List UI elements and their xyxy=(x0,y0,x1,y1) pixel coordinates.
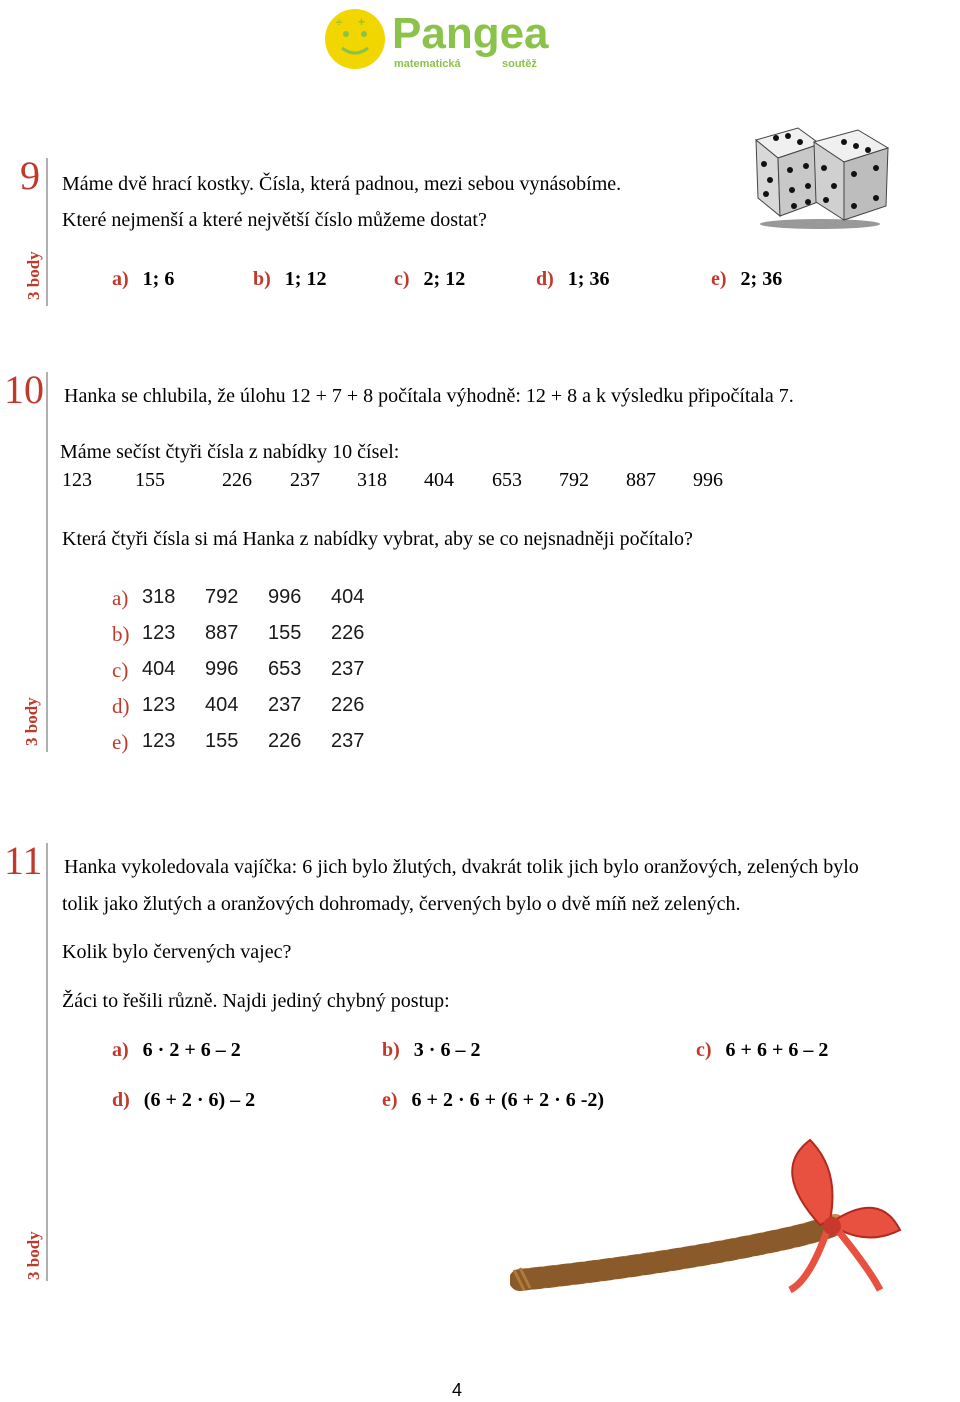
points-label: 3 body xyxy=(24,1231,43,1280)
option-value: 155 xyxy=(205,730,239,752)
answer-option xyxy=(711,267,782,291)
pangea-logo xyxy=(322,6,562,76)
answer-option xyxy=(112,586,382,614)
option-label: d) xyxy=(112,1089,130,1111)
option-value: 1; 12 xyxy=(284,268,327,290)
option-value: 887 xyxy=(205,622,239,644)
option-value: 237 xyxy=(331,730,365,752)
option-value: 123 xyxy=(142,694,176,716)
option-label: b) xyxy=(253,268,271,290)
option-value: 6 + 6 + 6 – 2 xyxy=(725,1039,829,1061)
option-label: c) xyxy=(394,268,410,290)
option-value: 404 xyxy=(142,658,176,680)
answer-option xyxy=(112,730,382,758)
question-number: 11 xyxy=(4,838,43,883)
offer-number: 996 xyxy=(693,469,723,491)
option-value: 318 xyxy=(142,586,176,608)
question-text: Které nejmenší a které největší číslo můžeme dostat? xyxy=(62,209,487,231)
option-value: 2; 36 xyxy=(740,268,783,290)
option-value: 237 xyxy=(331,658,365,680)
option-value: 237 xyxy=(268,694,302,716)
option-label: e) xyxy=(382,1089,398,1111)
answer-option xyxy=(536,267,609,291)
offer-number: 237 xyxy=(290,469,320,491)
braided-whip-icon xyxy=(510,1130,905,1295)
option-value: 6 · 2 + 6 – 2 xyxy=(142,1039,241,1061)
option-value: (6 + 2 · 6) – 2 xyxy=(143,1089,256,1111)
logo-name: Pangea xyxy=(392,9,549,58)
option-label: a) xyxy=(112,586,129,610)
option-label: b) xyxy=(112,622,130,646)
answer-option xyxy=(253,267,326,291)
question-text: Kolik bylo červených vajec? xyxy=(62,941,292,963)
option-value: 123 xyxy=(142,622,176,644)
offer-number: 404 xyxy=(424,469,454,491)
answer-option xyxy=(112,1088,255,1112)
option-label: c) xyxy=(696,1039,712,1061)
logo-sub-contest: soutěž xyxy=(502,58,537,70)
option-label: d) xyxy=(536,268,554,290)
option-value: 996 xyxy=(205,658,239,680)
points-label: 3 body xyxy=(22,697,41,746)
number-offer-list xyxy=(62,469,762,495)
option-value: 3 · 6 – 2 xyxy=(413,1039,481,1061)
offer-number: 226 xyxy=(222,469,252,491)
question-text: Máme dvě hrací kostky. Čísla, která padnou, mezi sebou vynásobíme. xyxy=(62,173,622,195)
question-divider xyxy=(46,158,48,306)
option-label: e) xyxy=(112,730,129,754)
answer-option xyxy=(394,267,465,291)
points-label: 3 body xyxy=(24,251,43,300)
offer-number: 653 xyxy=(492,469,522,491)
answer-option xyxy=(112,267,174,291)
option-label: a) xyxy=(112,1039,129,1061)
question-text: Hanka se chlubila, že úlohu 12 + 7 + 8 počítala výhodně: 12 + 8 a k výsledku připočítala 7. xyxy=(64,385,794,407)
dice-image xyxy=(748,120,893,230)
question-text: Která čtyři čísla si má Hanka z nabídky vybrat, aby se co nejsnadněji počítalo? xyxy=(62,528,693,550)
question-divider xyxy=(46,372,48,752)
option-label: c) xyxy=(112,658,129,682)
offer-number: 318 xyxy=(357,469,387,491)
option-label: b) xyxy=(382,1039,400,1061)
page-number: 4 xyxy=(452,1380,463,1400)
question-divider xyxy=(46,843,48,1281)
offer-number: 155 xyxy=(135,469,165,491)
option-value: 123 xyxy=(142,730,176,752)
option-value: 226 xyxy=(331,622,365,644)
question-number: 10 xyxy=(4,367,44,412)
option-value: 996 xyxy=(268,586,302,608)
answer-option xyxy=(382,1088,604,1112)
offer-number: 123 xyxy=(62,469,92,491)
question-text: Máme sečíst čtyři čísla z nabídky 10 čísel: xyxy=(60,441,400,463)
option-label: a) xyxy=(112,268,129,290)
option-value: 6 + 2 · 6 + (6 + 2 · 6 -2) xyxy=(411,1089,605,1111)
answer-option xyxy=(382,1038,480,1062)
offer-number: 792 xyxy=(559,469,589,491)
option-value: 1; 36 xyxy=(567,268,610,290)
question-text: tolik jako žlutých a oranžových dohromady, červených bylo o dvě míň než zelených. xyxy=(62,893,741,915)
offer-number: 887 xyxy=(626,469,656,491)
option-value: 404 xyxy=(205,694,239,716)
logo-sub-math: matematická xyxy=(394,58,461,70)
svg-text:+: + xyxy=(358,15,366,29)
option-value: 155 xyxy=(268,622,302,644)
svg-text:÷: ÷ xyxy=(336,17,343,29)
option-value: 653 xyxy=(268,658,302,680)
option-value: 2; 12 xyxy=(423,268,466,290)
option-value: 1; 6 xyxy=(142,268,175,290)
option-value: 792 xyxy=(205,586,239,608)
answer-option xyxy=(112,622,382,650)
answer-option xyxy=(112,694,382,722)
option-label: d) xyxy=(112,694,130,718)
option-label: e) xyxy=(711,268,727,290)
option-value: 226 xyxy=(331,694,365,716)
dice-icon xyxy=(748,120,893,230)
question-text: Žáci to řešili různě. Najdi jediný chybný postup: xyxy=(62,990,450,1012)
option-value: 404 xyxy=(331,586,365,608)
answer-option xyxy=(696,1038,828,1062)
answer-option xyxy=(112,1038,241,1062)
question-text: Hanka vykoledovala vajíčka: 6 jich bylo žlutých, dvakrát tolik jich bylo oranžových, zelených bylo xyxy=(64,856,859,878)
whip-image xyxy=(510,1130,905,1295)
answer-option xyxy=(112,658,382,686)
question-number: 9 xyxy=(20,153,40,198)
option-value: 226 xyxy=(268,730,302,752)
